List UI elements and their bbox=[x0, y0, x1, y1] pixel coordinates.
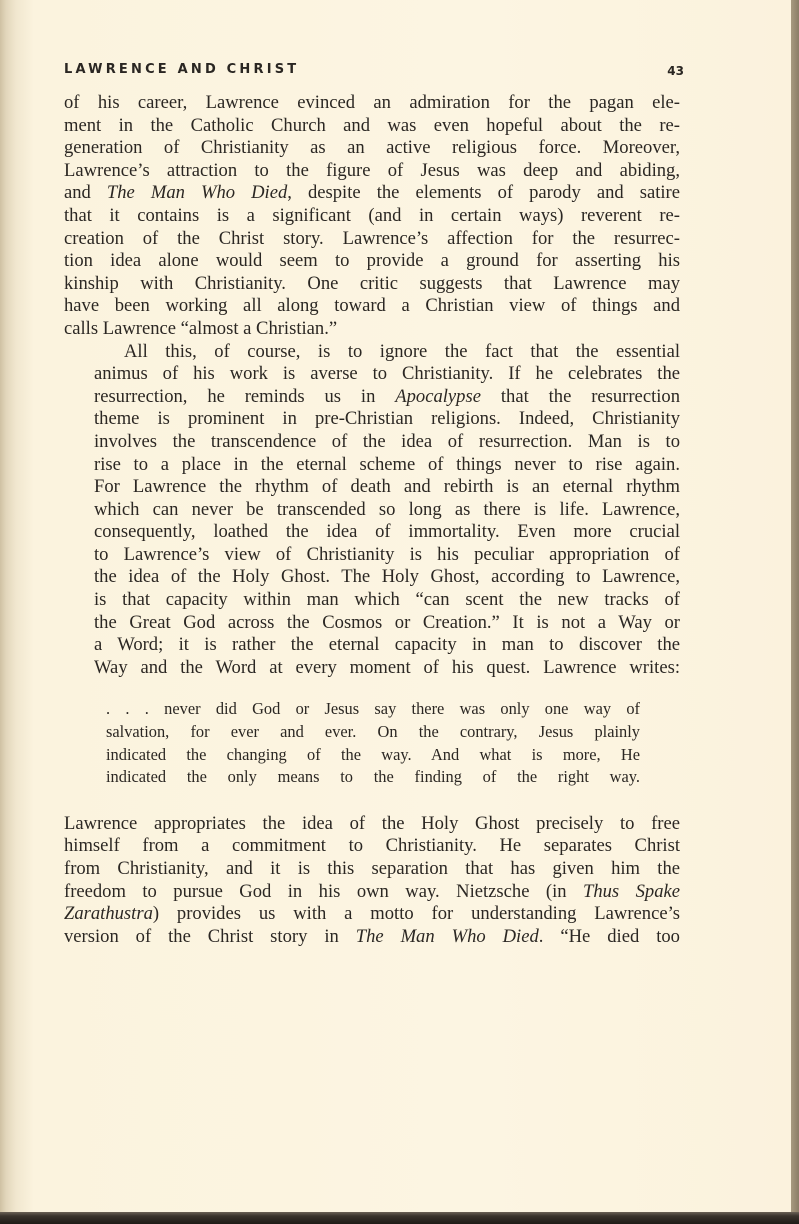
text-run: rise to a place in the eternal scheme of things never to rise again. bbox=[94, 453, 680, 475]
text-run: is that capacity within man which “can scent the new tracks of bbox=[94, 589, 680, 611]
text-line bbox=[64, 835, 680, 858]
text-line bbox=[64, 160, 680, 183]
text-line bbox=[64, 612, 680, 635]
text-run: version of the Christ story in bbox=[64, 925, 356, 947]
text-line bbox=[64, 476, 680, 499]
text-run: . “He died too bbox=[538, 925, 680, 947]
text-run: resurrection, he reminds us in bbox=[94, 385, 396, 407]
text-run: All this, of course, is to ignore the fact that the essential bbox=[124, 340, 680, 362]
text-line bbox=[64, 386, 680, 409]
page-bottom-edge bbox=[0, 1212, 799, 1224]
text-line bbox=[64, 137, 680, 160]
text-run: creation of the Christ story. Lawrence’s affection for the resurrec- bbox=[64, 227, 680, 249]
text-run: , despite the elements of parody and satire bbox=[287, 182, 680, 204]
text-run: of his career, Lawrence evinced an admiration for the pagan ele- bbox=[64, 92, 680, 113]
italic-title: Thus Spake bbox=[583, 880, 681, 902]
text-run: Way and the Word at every moment of his quest. Lawrence writes: bbox=[94, 656, 680, 678]
text-line bbox=[64, 657, 680, 680]
text-run: the idea of the Holy Ghost. The Holy Ghost, according to Lawrence, bbox=[94, 566, 680, 588]
text-run: indicated the changing of the way. And what is more, He bbox=[106, 744, 640, 764]
text-line bbox=[64, 318, 680, 341]
text-run: that it contains is a significant (and in certain ways) reverent re- bbox=[64, 204, 680, 226]
text-line bbox=[64, 926, 680, 949]
text-line bbox=[64, 273, 680, 296]
text-run: that the resurrection bbox=[480, 385, 680, 407]
italic-title: The Man Who Died bbox=[355, 925, 539, 947]
text-line bbox=[64, 521, 680, 544]
text-run: kinship with Christianity. One critic suggests that Lawrence may bbox=[64, 272, 680, 294]
text-run: indicated the only means to the finding of the right way. bbox=[106, 767, 640, 787]
text-line bbox=[106, 698, 640, 721]
text-run: the Great God across the Cosmos or Creation.” It is not a Way or bbox=[94, 611, 680, 633]
paragraph-3 bbox=[64, 813, 680, 949]
text-line bbox=[64, 228, 680, 251]
italic-title: The Man Who Died bbox=[106, 182, 288, 204]
text-line bbox=[64, 813, 680, 836]
text-run: animus of his work is averse to Christianity. If he celebrates the bbox=[94, 363, 680, 385]
text-line bbox=[64, 115, 680, 138]
text-line bbox=[64, 544, 680, 567]
text-line bbox=[64, 431, 680, 454]
text-line bbox=[64, 499, 680, 522]
text-run: theme is prominent in pre-Christian religions. Indeed, Christianity bbox=[94, 408, 680, 430]
text-run: a Word; it is rather the eternal capacity in man to discover the bbox=[94, 634, 680, 656]
text-run: . . . never did God or Jesus say there was only one way of bbox=[106, 699, 640, 719]
text-line bbox=[64, 295, 680, 318]
text-run: Lawrence’s attraction to the figure of Jesus was deep and abiding, bbox=[64, 159, 680, 181]
text-run: himself from a commitment to Christianity. He separates Christ bbox=[64, 835, 680, 857]
body-text bbox=[64, 92, 680, 948]
text-line bbox=[64, 363, 680, 386]
text-run: have been working all along toward a Christian view of things and bbox=[64, 295, 680, 317]
paragraph-1 bbox=[64, 92, 680, 341]
text-line bbox=[64, 903, 680, 926]
text-line bbox=[64, 250, 680, 273]
text-run: freedom to pursue God in his own way. Nietzsche (in bbox=[64, 880, 583, 902]
text-run: calls Lawrence “almost a Christian.” bbox=[64, 317, 338, 339]
text-line bbox=[64, 566, 680, 589]
text-run: and bbox=[64, 182, 107, 204]
text-line bbox=[64, 341, 680, 364]
text-run: Lawrence appropriates the idea of the Holy Ghost precisely to free bbox=[64, 812, 680, 834]
text-line bbox=[64, 881, 680, 904]
text-run: ) provides us with a motto for understanding Lawrence’s bbox=[152, 903, 680, 925]
text-line bbox=[64, 589, 680, 612]
text-run: consequently, loathed the idea of immortality. Even more crucial bbox=[94, 521, 680, 543]
running-head bbox=[64, 62, 684, 82]
text-run: generation of Christianity as an active religious force. Moreover, bbox=[64, 137, 680, 159]
text-run: which can never be transcended so long as there is life. Lawrence, bbox=[94, 498, 680, 520]
text-run: tion idea alone would seem to provide a ground for asserting his bbox=[64, 250, 680, 272]
text-line bbox=[64, 634, 680, 657]
text-run: ment in the Catholic Church and was even hopeful about the re- bbox=[64, 114, 680, 136]
text-run: salvation, for ever and ever. On the contrary, Jesus plainly bbox=[106, 722, 640, 742]
block-quote bbox=[106, 698, 640, 788]
text-line bbox=[106, 766, 640, 789]
text-line bbox=[64, 408, 680, 431]
text-run: involves the transcendence of the idea of resurrection. Man is to bbox=[94, 430, 680, 452]
text-run: to Lawrence’s view of Christianity is his peculiar appropriation of bbox=[94, 543, 680, 565]
text-run: from Christianity, and it is this separation that has given him the bbox=[64, 858, 680, 879]
paragraph-2 bbox=[64, 341, 680, 680]
text-line bbox=[106, 721, 640, 744]
running-title: LAWRENCE AND CHRIST bbox=[64, 62, 300, 77]
text-line bbox=[64, 205, 680, 228]
text-line bbox=[64, 182, 680, 205]
text-line bbox=[64, 858, 680, 881]
italic-title: Zarathustra bbox=[64, 903, 153, 925]
text-line bbox=[64, 92, 680, 115]
text-run: For Lawrence the rhythm of death and rebirth is an eternal rhythm bbox=[94, 476, 680, 498]
text-line bbox=[106, 744, 640, 767]
italic-title: Apocalypse bbox=[395, 385, 481, 407]
text-line bbox=[64, 454, 680, 477]
page-number: 43 bbox=[667, 64, 684, 78]
